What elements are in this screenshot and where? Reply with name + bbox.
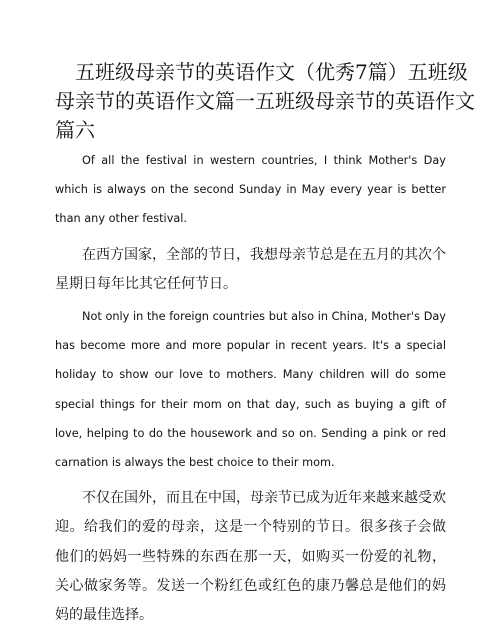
paragraph-chinese-1: 在西方国家，全部的节日，我想母亲节总是在五月的其次个星期日每年比其它任何节日。: [55, 247, 446, 293]
paragraph-english-1: Of all the festival in western countries, I think Mother's Day which is always on the second Sunday in May every year is better than any other festival.: [55, 154, 446, 226]
paragraph-chinese-2: 不仅在国外，而且在中国，母亲节已成为近年来越来越受欢迎。给我们的爱的母亲，这是一个特别的节日。很多孩子会做他们的妈妈一些特殊的东西在那一天，如购买一份爱的礼物，关心做家务等。发送一个粉红色或红色的康乃馨总是他们的妈妈的最佳选择。: [55, 490, 446, 624]
paragraph-english-2: Not only in the foreign countries but also in China, Mother's Day has become more and more popular in recent years. It's a special holiday to show our love to mothers. Many children will do some special things for their mom on that day, such as buying a gift of love, helping to do the housework and so on. Sending a pink or red carnation is always the best choice to their mom.: [55, 310, 446, 470]
document-title: 五班级母亲节的英语作文（优秀7篇）五班级母亲节的英语作文篇一五班级母亲节的英语作文篇六: [55, 60, 475, 142]
